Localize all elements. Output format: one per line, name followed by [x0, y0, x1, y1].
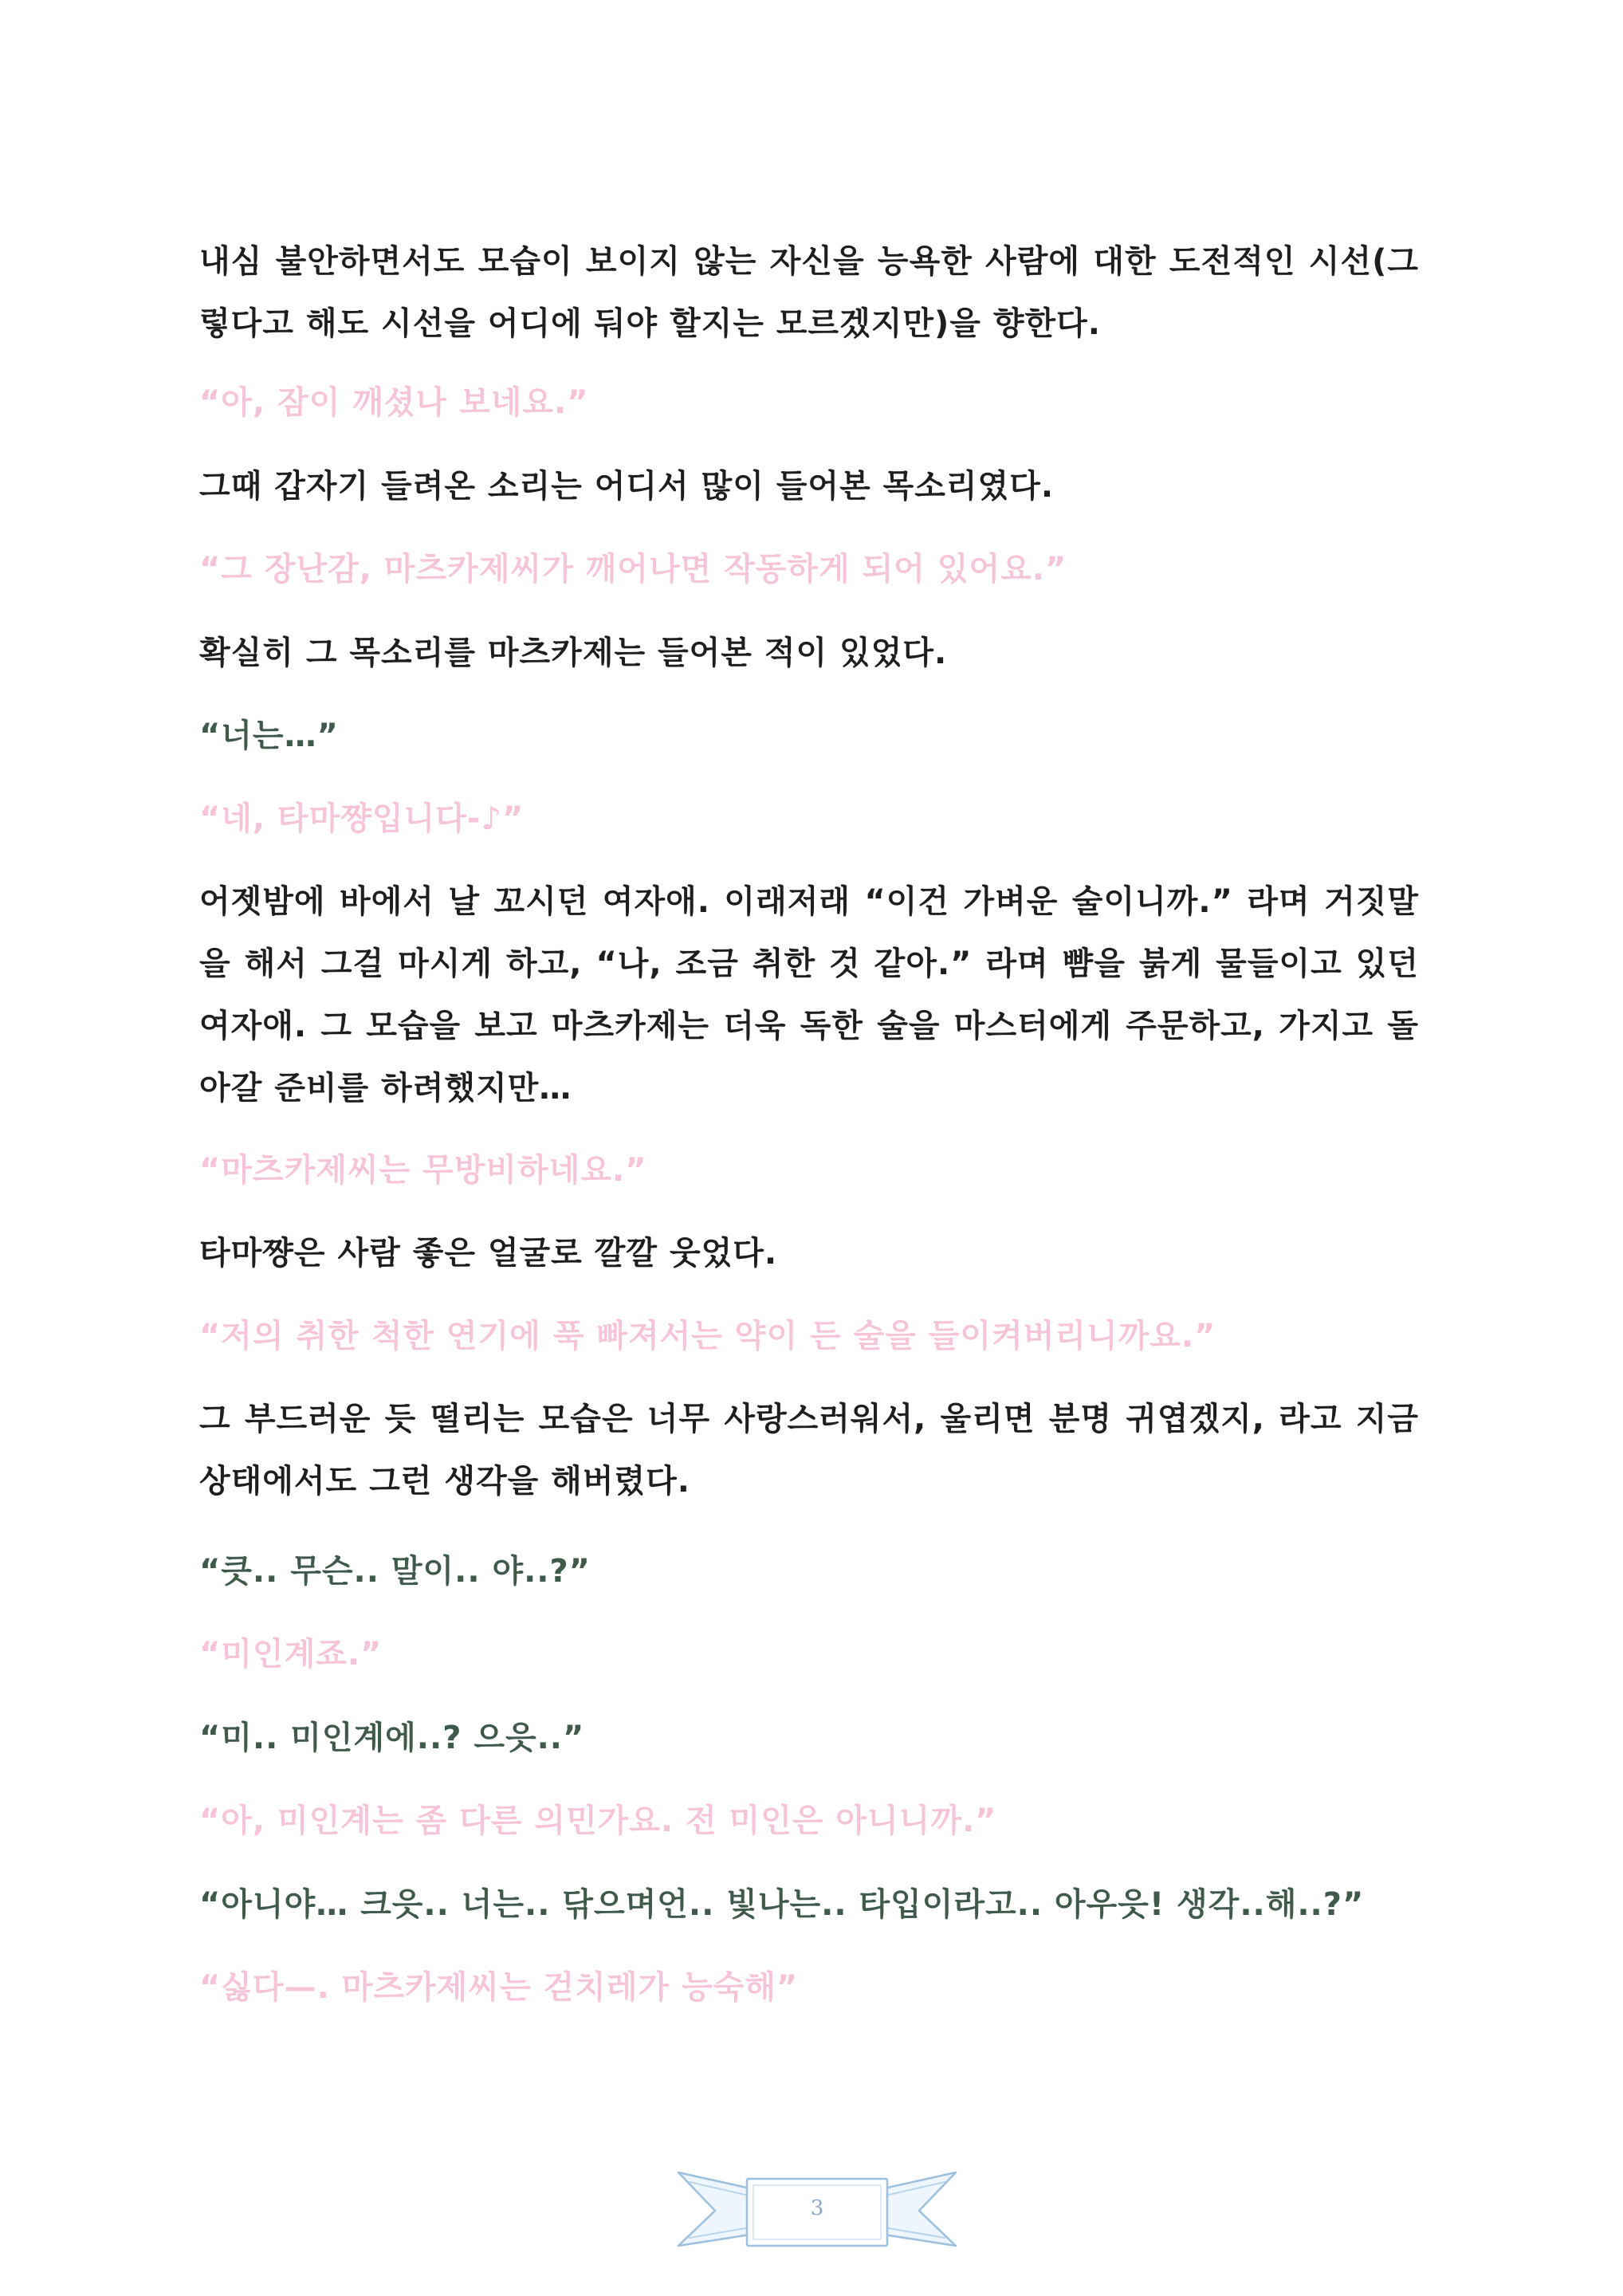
paragraph-narration: 확실히 그 목소리를 마츠카제는 들어본 적이 있었다. [199, 635, 948, 671]
paragraph-narration: 그 부드러운 듯 떨리는 모습은 너무 사랑스러워서, 울리면 분명 귀엽겠지, 라고 지금 상태에서도 그런 생각을 해버렸다. [199, 1401, 1419, 1500]
page-footer [674, 2164, 961, 2252]
paragraph-narration: 어젯밤에 바에서 날 꼬시던 여자애. 이래저래 “이건 가벼운 술이니까.” 라며 거짓말을 해서 그걸 마시게 하고, “나, 조금 취한 것 같아.” 라며 뺨을 붉게 물들이고 있던 여자애. 그 모습을 보고 마츠카제는 더욱 독한 술을 마스터에게 주문하고, 가지고 돌아갈 준비를 하려했지만… [199, 883, 1419, 1107]
paragraph-dialogue-tama: “그 장난감, 마츠카제씨가 깨어나면 작동하게 되어 있어요.” [199, 551, 1067, 588]
page-number: 3 [810, 2196, 824, 2220]
paragraph-dialogue-matsukaze: “아니야… 크읏.. 너는.. 닦으며언.. 빛나는.. 타입이라고.. 아우읏! 생각..해..?” [199, 1886, 1365, 1923]
paragraph-narration: 내심 불안하면서도 모습이 보이지 않는 자신을 능욕한 사람에 대한 도전적인 시선(그렇다고 해도 시선을 어디에 둬야 할지는 모르겠지만)을 향한다. [199, 243, 1419, 342]
paragraph-dialogue-matsukaze: “미.. 미인계에..? 으읏..” [199, 1720, 585, 1756]
paragraph-dialogue-tama: “저의 취한 척한 연기에 푹 빠져서는 약이 든 술을 들이켜버리니까요.” [199, 1318, 1216, 1354]
paragraph-dialogue-tama: “미인계죠.” [199, 1636, 383, 1673]
paragraph-dialogue-tama: “마츠카제씨는 무방비하네요.” [199, 1152, 647, 1189]
paragraph-dialogue-tama: “아, 미인계는 좀 다른 의민가요. 전 미인은 아니니까.” [199, 1803, 997, 1839]
paragraph-narration: 그때 갑자기 들려온 소리는 어디서 많이 들어본 목소리였다. [199, 468, 1055, 505]
paragraph-dialogue-tama: “네, 타마쨩입니다-♪” [199, 800, 525, 837]
paragraph-dialogue-matsukaze: “너는…” [199, 718, 339, 754]
paragraph-dialogue-matsukaze: “큿.. 무슨.. 말이.. 야..?” [199, 1553, 591, 1590]
paragraph-dialogue-tama: “아, 잠이 깨셨나 보네요.” [199, 384, 589, 421]
paragraph-narration: 타마쨩은 사람 좋은 얼굴로 깔깔 웃었다. [199, 1235, 778, 1272]
paragraph-dialogue-tama: “싫다—. 마츠카제씨는 걷치레가 능숙해” [199, 1969, 799, 2006]
